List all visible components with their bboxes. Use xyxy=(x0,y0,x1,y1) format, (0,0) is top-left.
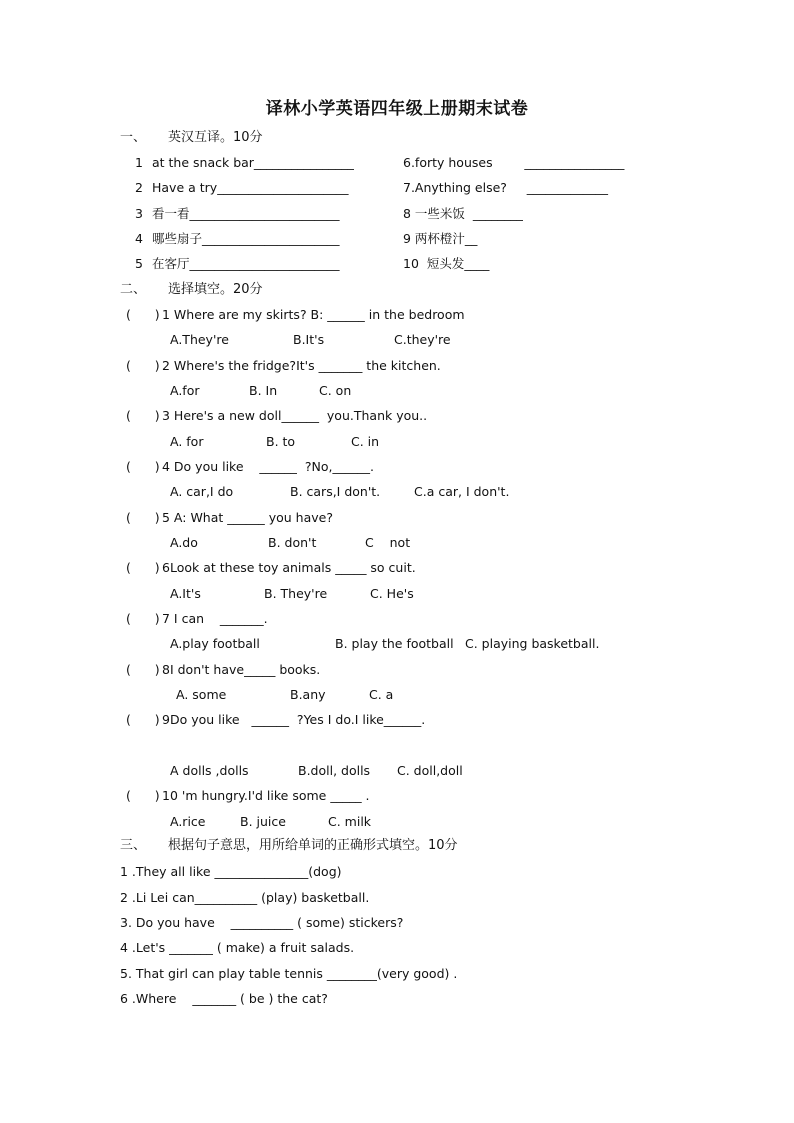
answer-paren: ( ) xyxy=(126,712,160,727)
question-4: 4 Do you like ______ ?No,______. xyxy=(162,459,374,474)
s1-item-8: 8 一些米饭 ________ xyxy=(403,206,523,221)
answer-paren: ( ) xyxy=(126,662,160,677)
answer-paren: ( ) xyxy=(126,307,160,322)
q10-option-c: C. milk xyxy=(328,814,372,829)
section-3-number: 三、 xyxy=(120,838,147,853)
q1-option-a: A.They're xyxy=(170,332,229,347)
question-5: 5 A: What ______ you have? xyxy=(162,510,333,525)
s1-item-3-number: 3 xyxy=(135,206,143,221)
answer-paren: ( ) xyxy=(126,408,160,423)
q8-option-c: C. a xyxy=(369,687,394,702)
question-10: 10 'm hungry.I'd like some _____ . xyxy=(162,788,370,803)
q10-option-a: A.rice xyxy=(170,814,206,829)
s1-item-2: Have a try_____________________ xyxy=(152,180,349,195)
question-1: 1 Where are my skirts? B: ______ in the bedroom xyxy=(162,307,465,322)
q2-option-a: A.for xyxy=(170,383,200,398)
q10-option-b: B. juice xyxy=(240,814,286,829)
answer-paren: ( ) xyxy=(126,611,160,626)
section-2-heading: 选择填空。20分 xyxy=(168,282,263,297)
q9-option-b: B.doll, dolls xyxy=(298,763,371,778)
s1-item-7: 7.Anything else? _____________ xyxy=(403,180,609,195)
q9-option-c: C. doll,doll xyxy=(397,763,463,778)
answer-paren: ( ) xyxy=(126,510,160,525)
s1-item-10: 10 短头发____ xyxy=(403,256,490,271)
q6-option-b: B. They're xyxy=(264,586,328,601)
q4-option-c: C.a car, I don't. xyxy=(414,484,510,499)
s3-item-3: 3. Do you have __________ ( some) stickers? xyxy=(120,915,404,930)
q3-option-a: A. for xyxy=(170,434,204,449)
question-3: 3 Here's a new doll______ you.Thank you.. xyxy=(162,408,428,423)
q7-option-c: C. playing basketball. xyxy=(465,636,600,651)
question-7: 7 I can _______. xyxy=(162,611,268,626)
q5-option-c: C not xyxy=(365,535,411,550)
s1-item-5: 在客厅________________________ xyxy=(152,256,340,271)
question-2: 2 Where's the fridge?It's _______ the kitchen. xyxy=(162,358,441,373)
q5-option-b: B. don't xyxy=(268,535,317,550)
s1-item-1-number: 1 xyxy=(135,155,143,170)
answer-paren: ( ) xyxy=(126,560,160,575)
s1-item-6: 6.forty houses ________________ xyxy=(403,155,625,170)
q7-option-b: B. play the football xyxy=(335,636,454,651)
answer-paren: ( ) xyxy=(126,788,160,803)
s3-item-6: 6 .Where _______ ( be ) the cat? xyxy=(120,991,328,1006)
answer-paren: ( ) xyxy=(126,358,160,373)
q5-option-a: A.do xyxy=(170,535,198,550)
q6-option-a: A.It's xyxy=(170,586,201,601)
s3-item-2: 2 .Li Lei can__________ (play) basketball. xyxy=(120,890,370,905)
q3-option-b: B. to xyxy=(266,434,296,449)
section-2-number: 二、 xyxy=(120,282,147,297)
q9-option-a: A dolls ,dolls xyxy=(170,763,249,778)
q6-option-c: C. He's xyxy=(370,586,414,601)
s3-item-1: 1 .They all like _______________(dog) xyxy=(120,864,342,879)
s1-item-3: 看一看________________________ xyxy=(152,206,340,221)
section-3-heading: 根据句子意思，用所给单词的正确形式填空。10分 xyxy=(168,838,458,853)
q8-option-a: A. some xyxy=(176,687,227,702)
question-8: 8I don't have_____ books. xyxy=(162,662,321,677)
question-9: 9Do you like ______ ?Yes I do.I like______. xyxy=(162,712,426,727)
answer-paren: ( ) xyxy=(126,459,160,474)
s1-item-1: at the snack bar________________ xyxy=(152,155,354,170)
q1-option-b: B.It's xyxy=(293,332,325,347)
s1-item-5-number: 5 xyxy=(135,256,143,271)
q2-option-b: B. In xyxy=(249,383,278,398)
q4-option-a: A. car,I do xyxy=(170,484,234,499)
q4-option-b: B. cars,I don't. xyxy=(290,484,381,499)
q1-option-c: C.they're xyxy=(394,332,451,347)
question-6: 6Look at these toy animals _____ so cuit. xyxy=(162,560,416,575)
q8-option-b: B.any xyxy=(290,687,326,702)
s3-item-5: 5. That girl can play table tennis ________(very good) . xyxy=(120,966,458,981)
s1-item-9: 9 两杯橙汁__ xyxy=(403,231,478,246)
section-1-heading: 英汉互译。10分 xyxy=(168,130,263,145)
s1-item-4: 哪些扇子______________________ xyxy=(152,231,340,246)
s3-item-4: 4 .Let's _______ ( make) a fruit salads. xyxy=(120,940,355,955)
q7-option-a: A.play football xyxy=(170,636,260,651)
q2-option-c: C. on xyxy=(319,383,352,398)
q3-option-c: C. in xyxy=(351,434,380,449)
section-1-number: 一、 xyxy=(120,130,147,145)
page-title: 译林小学英语四年级上册期末试卷 xyxy=(265,99,529,119)
s1-item-4-number: 4 xyxy=(135,231,143,246)
s1-item-2-number: 2 xyxy=(135,180,143,195)
